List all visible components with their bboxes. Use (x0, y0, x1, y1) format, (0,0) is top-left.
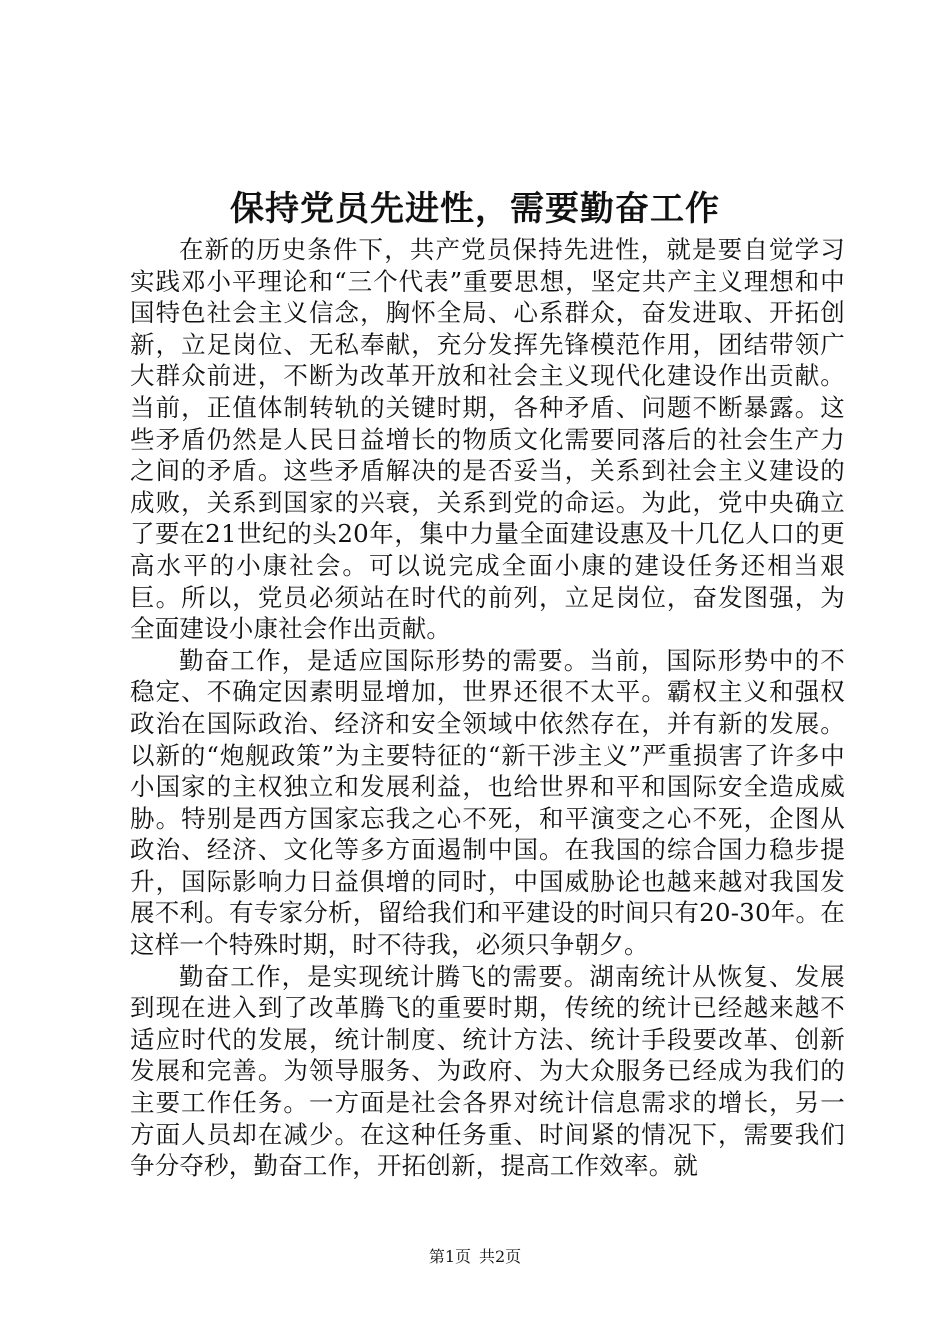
paragraph-3: 勤奋工作，是实现统计腾飞的需要。湖南统计从恢复、发展到现在进入到了改革腾飞的重要时期，传统的统计已经越来越不适应时代的发展，统计制度、统计方法、统计手段要改革、创新发展和完善。为领导服务、为政府、为大众服务已经成为我们的主要工作任务。一方面是社会各界对统计信息需求的增长，另一方面人员却在减少。在这种任务重、时间紧的情况下，需要我们争分夺秒，勤奋工作，开拓创新，提高工作效率。就 (130, 961, 845, 1181)
page-number: 第1页 (428, 1247, 471, 1266)
paragraph-1: 在新的历史条件下，共产党员保持先进性，就是要自觉学习实践邓小平理论和“三个代表”重要思想，坚定共产主义理想和中国特色社会主义信念，胸怀全局、心系群众，奋发进取、开拓创新，立足岗位、无私奉献，充分发挥先锋模范作用，团结带领广大群众前进，不断为改革开放和社会主义现代化建设作出贡献。当前，正值体制转轨的关键时期，各种矛盾、问题不断暴露。这些矛盾仍然是人民日益增长的物质文化需要同落后的社会生产力之间的矛盾。这些矛盾解决的是否妥当，关系到社会主义建设的成败，关系到国家的兴衰，关系到党的命运。为此，党中央确立了要在21世纪的头20年，集中力量全面建设惠及十几亿人口的更高水平的小康社会。可以说完成全面小康的建设任务还相当艰巨。所以，党员必须站在时代的前列，立足岗位，奋发图强，为全面建设小康社会作出贡献。 (130, 235, 845, 644)
page-footer (0, 1245, 950, 1269)
document-body (130, 234, 845, 1182)
document-title: 保持党员先进性，需要勤奋工作 (230, 189, 720, 229)
paragraph-2: 勤奋工作，是适应国际形势的需要。当前，国际形势中的不稳定、不确定因素明显增加，世界还很不太平。霸权主义和强权政治在国际政治、经济和安全领域中依然存在，并有新的发展。以新的“炮舰政策”为主要特征的“新干涉主义”严重损害了许多中小国家的主权独立和发展利益，也给世界和平和国际安全造成威胁。特别是西方国家忘我之心不死，和平演变之心不死，企图从政治、经济、文化等多方面遏制中国。在我国的综合国力稳步提升，国际影响力日益俱增的同时，中国威胁论也越来越对我国发展不利。有专家分析，留给我们和平建设的时间只有20-30年。在这样一个特殊时期，时不待我，必须只争朝夕。 (130, 645, 845, 960)
page-total: 共2页 (479, 1247, 522, 1266)
